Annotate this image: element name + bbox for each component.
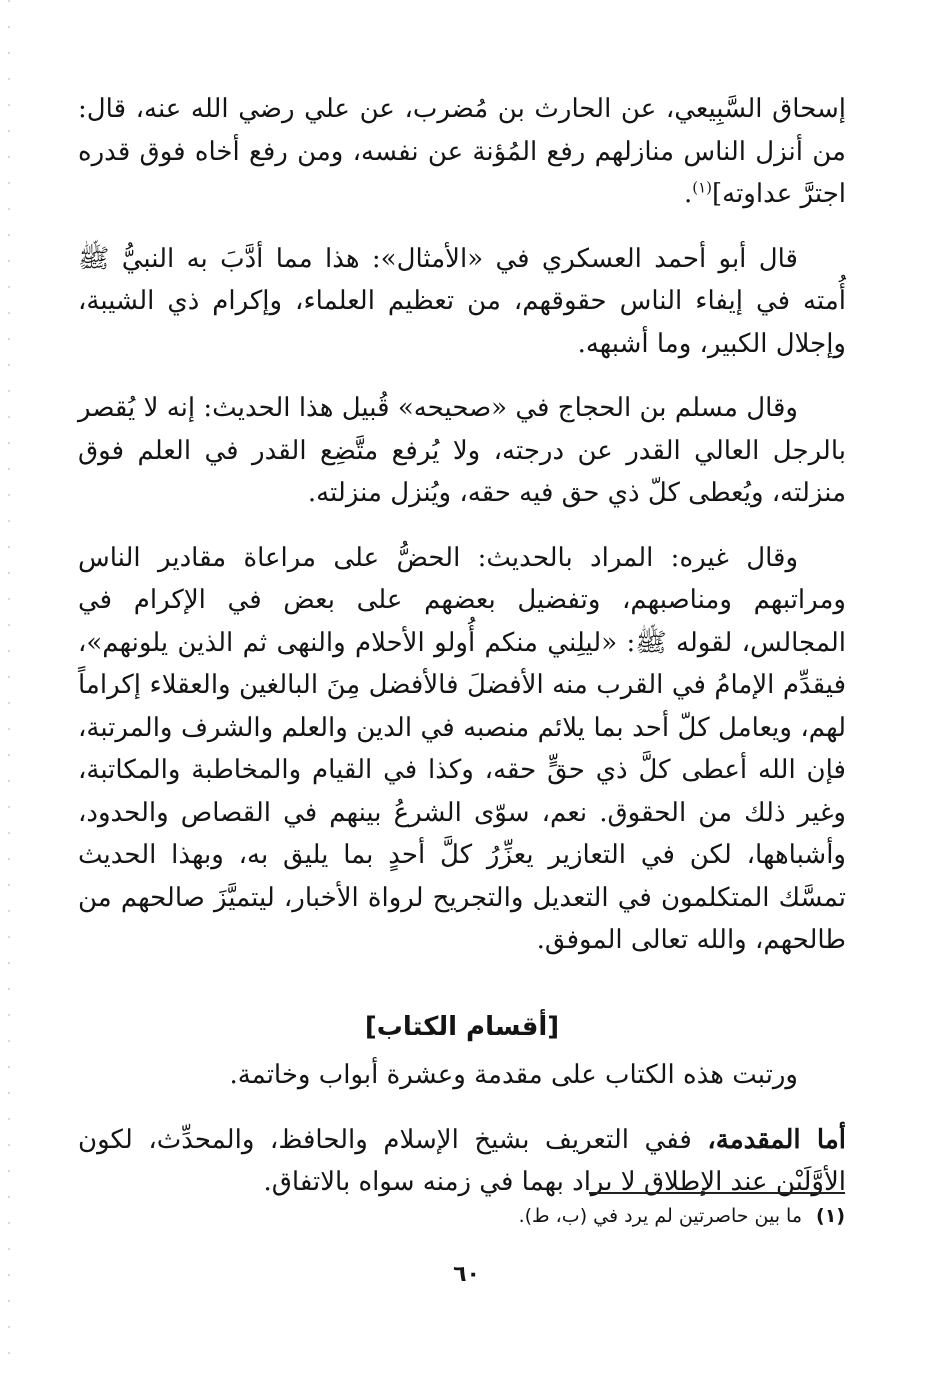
footnote — [85, 1205, 845, 1227]
paragraph-1-text: إسحاق السَّبِيعي، عن الحارث بن مُضرب، عن علي رضي الله عنه، قال: من أنزل الناس منازلهم رفع المُؤنة عن نفسه، ومن رفع أخاه فوق قدره اجترَّ عداوته] — [78, 94, 846, 209]
section-heading: [أقسام الكتاب] — [364, 1011, 560, 1042]
intro-paragraph — [78, 1119, 846, 1204]
paragraph-4: وقال غيره: المراد بالحديث: الحضُّ على مراعاة مقادير الناس ومراتبهم ومناصبهم، وتفضيل بعضهم على بعض في الإكرام في المجالس، لقوله ﷺ: «ليلِني منكم أُولو الأحلام والنهى ثم الذين يلونهم»، فيقدِّم الإمامُ في القرب منه الأفضلَ فالأفضل مِنَ البالغين والعقلاء إكراماً لهم، ويعامل كلّ أحد بما يلائم منصبه في الدين والعلم والشرف والمرتبة، فإن الله أعطى كلَّ ذي حقٍّ حقه، وكذا في القيام والمخاطبة والمكاتبة، وغير ذلك من الحقوق. نعم، سوّى الشرعُ بينهم في القصاص والحدود، وأشباهها، لكن في التعازير يعزِّرُ كلَّ أحدٍ بما يليق به، وبهذا الحديث تمسَّك المتكلمون في التعديل والتجريح لرواة الأخبار، ليتميَّزَ صالحهم من طالحهم، والله تعالى الموفق. — [78, 542, 846, 955]
page-number: ٦٠ — [453, 1262, 480, 1287]
intro-label: أما المقدمة، — [707, 1124, 846, 1155]
footnote-number: (١) — [816, 1205, 845, 1227]
intro-text: ففي التعريف بشيخ الإسلام والحافظ، والمحدِّث، لكون الأوَّلَيْن عند الإطلاق لا يراد بهما في زمنه سواه بالاتفاق. — [78, 1124, 846, 1197]
paragraph-1-tail: . — [683, 179, 693, 209]
page-body — [78, 88, 846, 1226]
footnote-reference[interactable]: (١) — [692, 178, 712, 197]
scan-edge-marks — [8, 0, 10, 1374]
paragraph-2: قال أبو أحمد العسكري في «الأمثال»: هذا مما أدَّبَ به النبيُّ ﷺ أُمته في إيفاء الناس حقوقهم، من تعظيم العلماء، وإكرام ذي الشيبة، وإجلال الكبير، وما أشبهه. — [78, 243, 846, 359]
footnote-divider — [589, 1192, 845, 1194]
footnote-text: ما بين حاصرتين لم يرد في (ب، ط). — [518, 1205, 803, 1227]
paragraph-1 — [78, 88, 846, 216]
section-paragraph: ورتبت هذه الكتاب على مقدمة وعشرة أبواب وخاتمة. — [229, 1060, 798, 1090]
paragraph-3: وقال مسلم بن الحجاج في «صحيحه» قُبيل هذا الحديث: إنه لا يُقصر بالرجل العالي القدر عن درجته، ولا يُرفع متَّضِع القدر في العلم فوق منزلته، ويُعطى كلّ ذي حق فيه حقه، ويُنزل منزلته. — [78, 393, 846, 508]
